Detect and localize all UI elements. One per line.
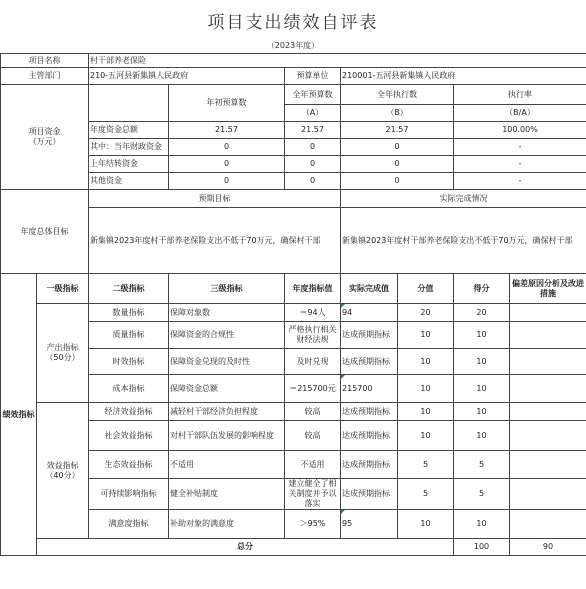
actual-status-text: 新集镇2023年度村干部养老保险支出不低于70万元，确保村干部 (341, 208, 586, 274)
reason-cell (510, 510, 586, 539)
actual-cell: 达成预期指标 (341, 322, 398, 349)
funds-exec: 0 (341, 139, 454, 156)
target-cell: 及时兑现 (285, 349, 341, 375)
budget-unit-label: 预算单位 (285, 68, 341, 85)
reason-cell (510, 479, 586, 510)
score-cell: 10 (398, 375, 454, 403)
score-cell: 5 (398, 451, 454, 479)
table-row (1, 421, 586, 451)
expected-goal-header: 预期目标 (89, 190, 341, 208)
table-row (1, 403, 586, 421)
funds-initial: 0 (169, 139, 285, 156)
funds-exec: 0 (341, 173, 454, 190)
funds-row-label: 其中：当年财政资金 (89, 139, 169, 156)
got-cell: 10 (454, 403, 510, 421)
funds-row-label: 年度资金总额 (89, 122, 169, 139)
total-score-label: 总分 (37, 539, 454, 556)
funds-exec: 21.57 (341, 122, 454, 139)
l3-cell: 不适用 (169, 451, 285, 479)
output-indicator-label: 产出指标（50分） (37, 304, 89, 403)
actual-cell: 95 (341, 510, 398, 539)
got-cell: 10 (454, 375, 510, 403)
score-cell: 5 (398, 479, 454, 510)
got-cell: 5 (454, 451, 510, 479)
evaluation-table (0, 53, 586, 556)
actual-cell: 达成预期指标 (341, 349, 398, 375)
annual-goal-label: 年度总体目标 (1, 190, 89, 274)
target-cell: 严格执行相关财经法规 (285, 322, 341, 349)
funds-blank (89, 85, 169, 122)
score-cell: 10 (398, 349, 454, 375)
funds-annual: 0 (285, 173, 341, 190)
score-header: 分值 (398, 274, 454, 304)
l3-header: 三级指标 (169, 274, 285, 304)
table-row (1, 304, 586, 322)
funds-rate: - (454, 156, 586, 173)
funds-initial: 21.57 (169, 122, 285, 139)
funds-row (1, 122, 586, 139)
funds-rate: - (454, 173, 586, 190)
l3-cell: 保障资金总额 (169, 375, 285, 403)
total-score: 100 (454, 539, 510, 556)
l2-cell: 成本指标 (89, 375, 169, 403)
l3-cell: 保障资金兑现的及时性 (169, 349, 285, 375)
actual-cell: 94 (341, 304, 398, 322)
project-name-value: 村干部养老保险 (89, 54, 586, 68)
reason-cell (510, 349, 586, 375)
actual-cell: 达成预期指标 (341, 451, 398, 479)
got-cell: 5 (454, 479, 510, 510)
l1-header: 一级指标 (37, 274, 89, 304)
l3-cell: 减轻村干部经济负担程度 (169, 403, 285, 421)
actual-cell: 215700 (341, 375, 398, 403)
table-row (1, 451, 586, 479)
budget-unit-value: 210001-五河县新集镇人民政府 (341, 68, 586, 85)
reason-cell (510, 403, 586, 421)
funds-annual: 21.57 (285, 122, 341, 139)
target-cell: 建立健全了相关制度并予以落实 (285, 479, 341, 510)
score-cell: 10 (398, 421, 454, 451)
reason-cell (510, 375, 586, 403)
table-row (1, 322, 586, 349)
score-cell: 10 (398, 322, 454, 349)
funds-row (1, 156, 586, 173)
actual-cell: 达成预期指标 (341, 421, 398, 451)
l2-header: 二级指标 (89, 274, 169, 304)
funds-row-label: 上年结转资金 (89, 156, 169, 173)
got-cell: 20 (454, 304, 510, 322)
funds-row-label: 其他资金 (89, 173, 169, 190)
l3-cell: 补助对象的满意度 (169, 510, 285, 539)
benefit-indicator-label: 效益指标（40分） (37, 403, 89, 539)
reason-cell (510, 451, 586, 479)
score-cell: 10 (398, 510, 454, 539)
actual-header: 实际完成值 (341, 274, 398, 304)
annual-budget-header: 全年预算数 (285, 85, 341, 105)
exec-rate-header: 执行率 (454, 85, 586, 105)
reason-header: 偏差原因分析及改进措施 (510, 274, 586, 304)
col-ba-label: （B/A） (454, 105, 586, 122)
actual-cell: 达成预期指标 (341, 479, 398, 510)
table-row (1, 349, 586, 375)
target-cell: 较高 (285, 421, 341, 451)
total-got: 90 (510, 539, 586, 556)
annual-exec-header: 全年执行数 (341, 85, 454, 105)
l2-cell: 时效指标 (89, 349, 169, 375)
l2-cell: 社会效益指标 (89, 421, 169, 451)
funds-row (1, 173, 586, 190)
funds-annual: 0 (285, 139, 341, 156)
reason-cell (510, 322, 586, 349)
l2-cell: 数量指标 (89, 304, 169, 322)
funds-exec: 0 (341, 156, 454, 173)
score-cell: 20 (398, 304, 454, 322)
funds-annual: 0 (285, 156, 341, 173)
funds-initial: 0 (169, 156, 285, 173)
table-row (1, 375, 586, 403)
funds-label-text: 项目资金 （万元） (28, 127, 61, 146)
l3-cell: 保障对象数 (169, 304, 285, 322)
table-row (1, 479, 586, 510)
project-name-label: 项目名称 (1, 54, 89, 68)
dept-label: 主管部门 (1, 68, 89, 85)
got-cell: 10 (454, 322, 510, 349)
col-b-label: （B） (341, 105, 454, 122)
l2-cell: 生态效益指标 (89, 451, 169, 479)
expected-goal-text: 新集镇2023年度村干部养老保险支出不低于70万元，确保村干部 (89, 208, 341, 274)
page-title: 项目支出绩效自评表 (207, 13, 379, 33)
table-row (1, 510, 586, 539)
got-cell: 10 (454, 510, 510, 539)
got-cell: 10 (454, 421, 510, 451)
funds-label (1, 85, 89, 190)
l2-cell: 可持续影响指标 (89, 479, 169, 510)
got-cell: 10 (454, 349, 510, 375)
target-cell: 较高 (285, 403, 341, 421)
reason-cell (510, 304, 586, 322)
funds-initial: 0 (169, 173, 285, 190)
actual-cell: 达成预期指标 (341, 403, 398, 421)
got-header: 得分 (454, 274, 510, 304)
l2-cell: 满意度指标 (89, 510, 169, 539)
l2-cell: 经济效益指标 (89, 403, 169, 421)
target-cell: ＝94人 (285, 304, 341, 322)
target-cell: 不适用 (285, 451, 341, 479)
year-label: （2023年度） (266, 41, 320, 50)
score-cell: 10 (398, 403, 454, 421)
l2-cell: 质量指标 (89, 322, 169, 349)
l3-cell: 健全补贴制度 (169, 479, 285, 510)
perf-indicator-label: 绩效指标 (1, 274, 37, 556)
funds-rate: - (454, 139, 586, 156)
target-header: 年度指标值 (285, 274, 341, 304)
reason-cell (510, 421, 586, 451)
l3-cell: 对村干部队伍发展的影响程度 (169, 421, 285, 451)
initial-budget-header: 年初预算数 (169, 85, 285, 122)
target-cell: ＞95% (285, 510, 341, 539)
target-cell: ＝215700元 (285, 375, 341, 403)
dept-value: 210-五河县新集镇人民政府 (89, 68, 285, 85)
funds-row (1, 139, 586, 156)
funds-rate: 100.00% (454, 122, 586, 139)
actual-status-header: 实际完成情况 (341, 190, 586, 208)
l3-cell: 保障资金的合规性 (169, 322, 285, 349)
col-a-label: （A） (285, 105, 341, 122)
